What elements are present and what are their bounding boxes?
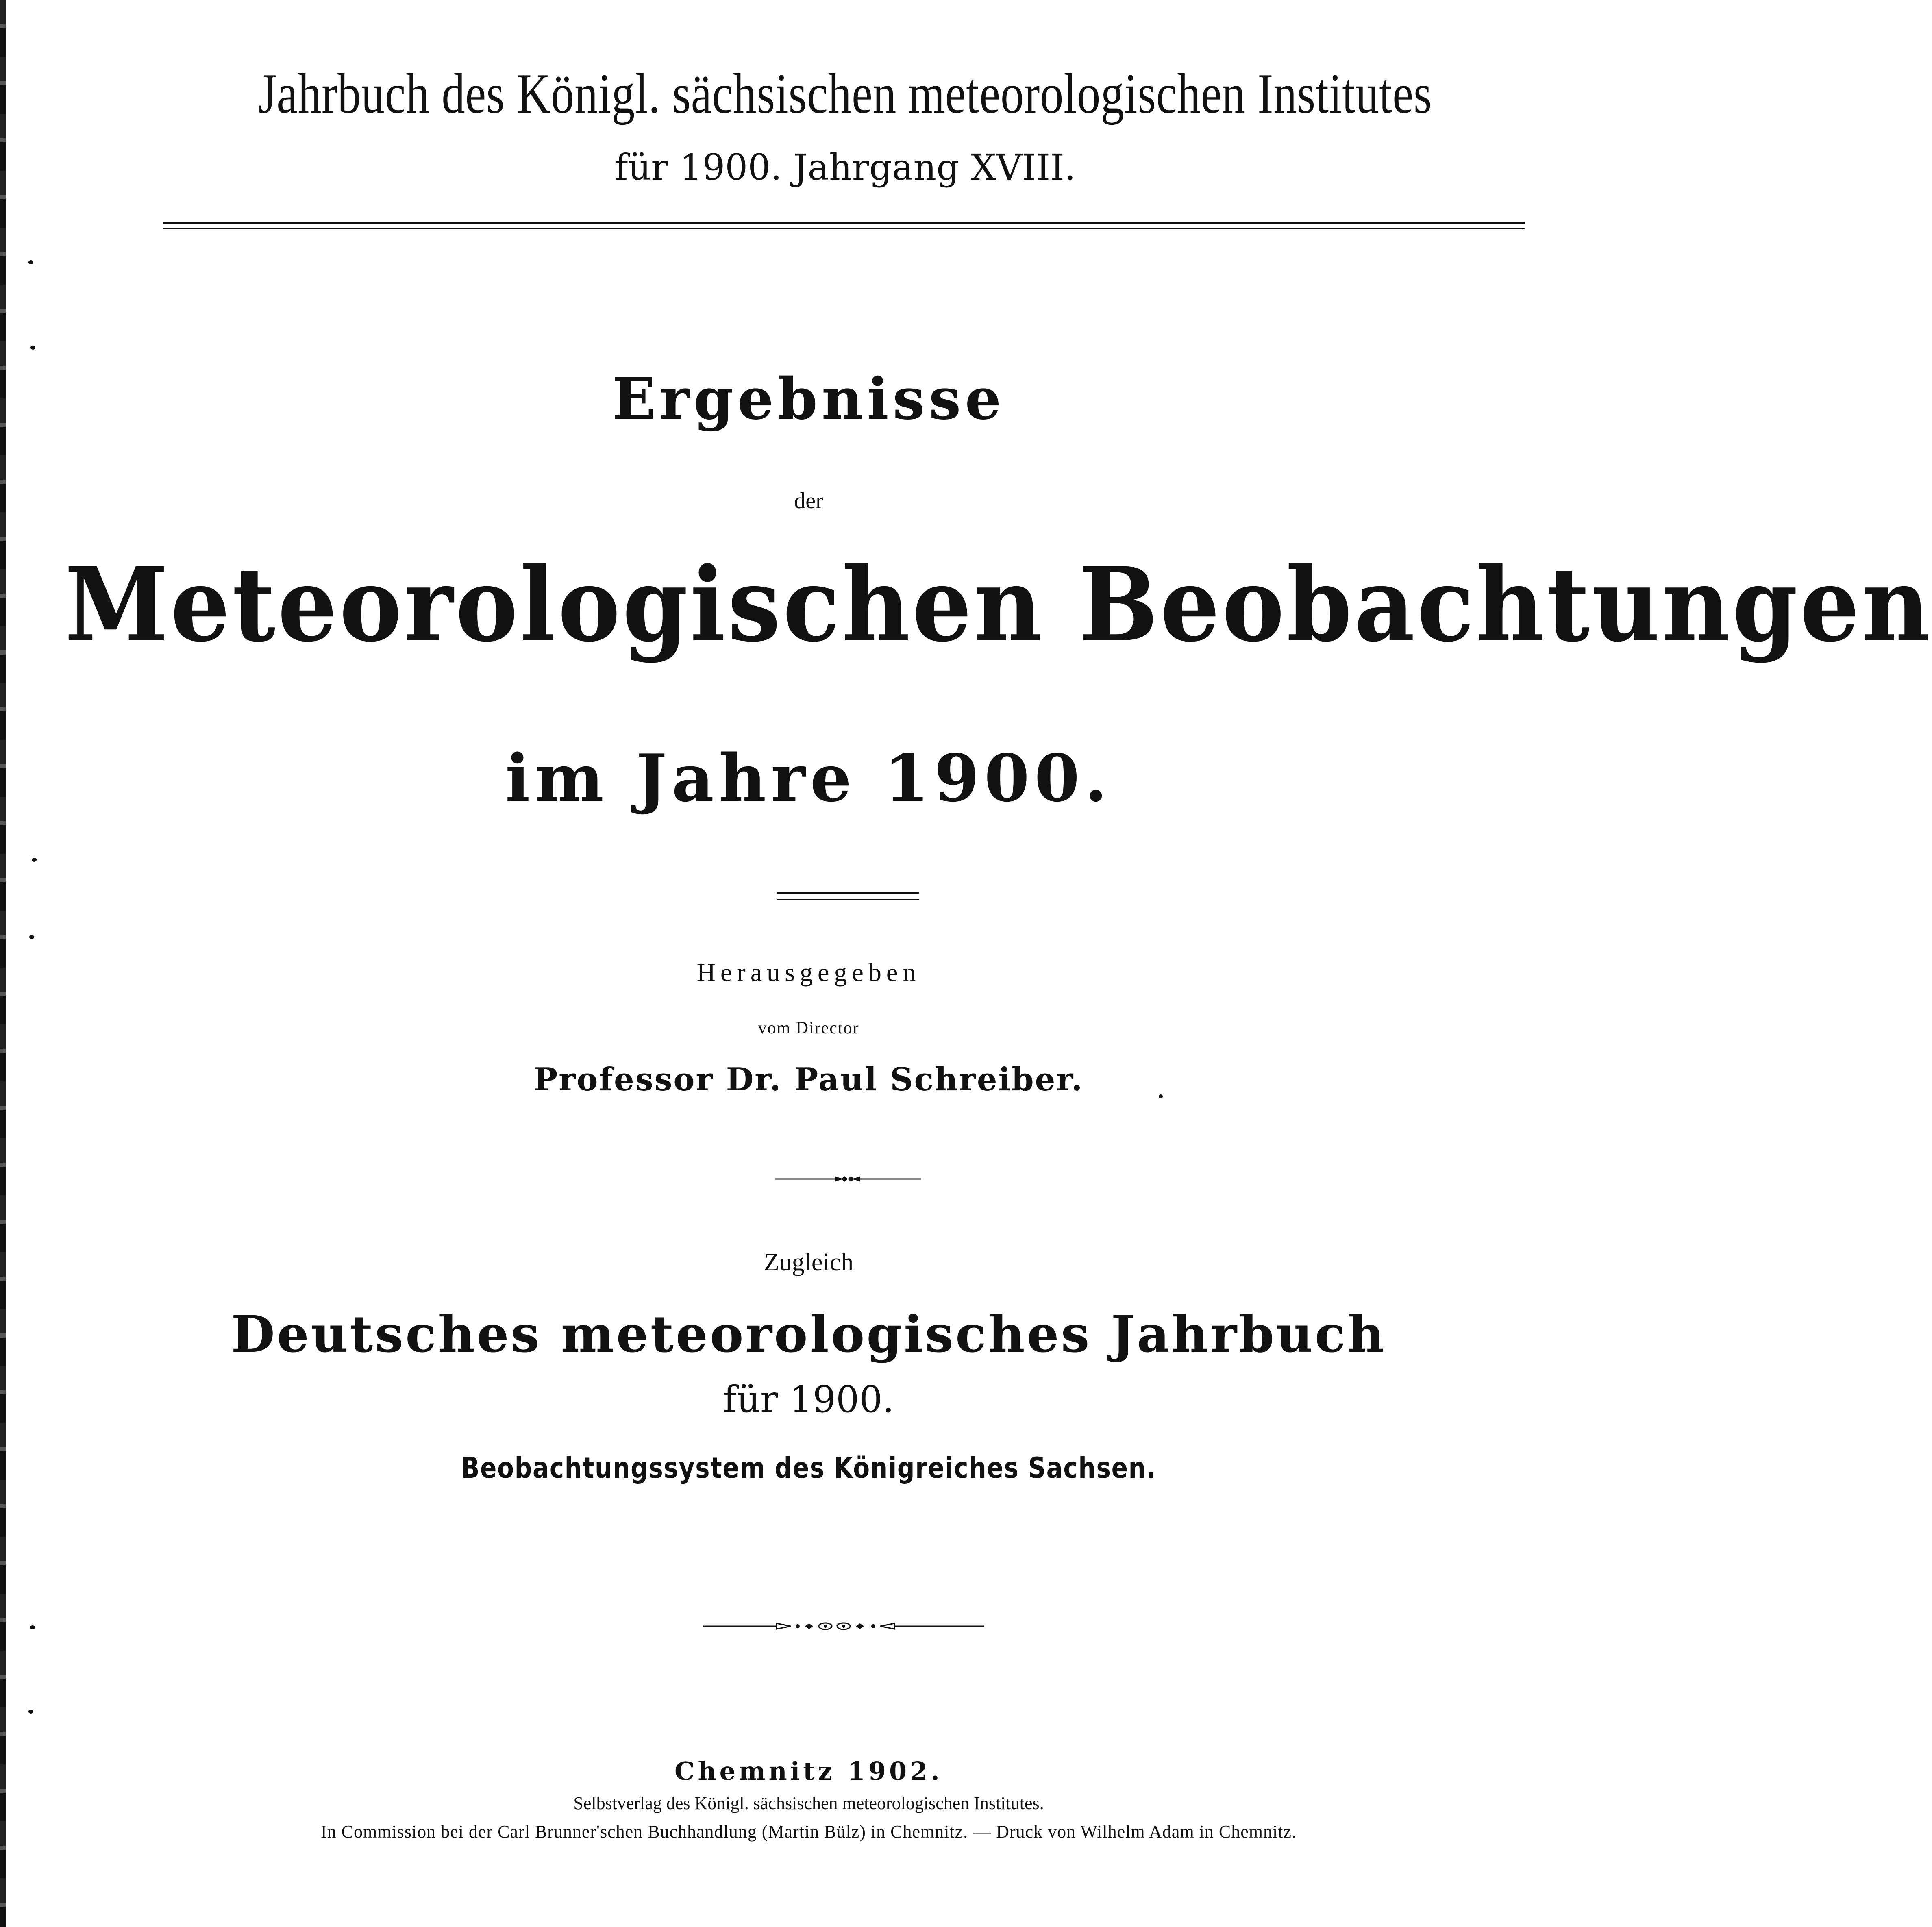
main-title: Meteorologischen Beobachtungen [65, 545, 1932, 664]
editor-label: Herausgegeben [696, 958, 921, 987]
editor-name: Professor Dr. Paul Schreiber. [533, 1061, 1084, 1098]
second-title-intro: Zugleich [764, 1248, 854, 1276]
ornament-divider-large [703, 1622, 984, 1630]
ink-speck [29, 935, 34, 939]
journal-volume: für 1900. Jahrgang XVIII. [615, 146, 1076, 188]
second-title: Deutsches meteorologisches Jahrbuch [231, 1305, 1386, 1364]
imprint-commission: In Commission bei der Carl Brunner'schen Buchhandlung (Martin Bülz) in Chemnitz. — Druck von Wilhelm Adam in Chemnitz. [321, 1822, 1297, 1842]
imprint-publisher: Selbstverlag des Königl. sächsischen meteorologischen Institutes. [573, 1793, 1044, 1813]
imprint-place-year: Chemnitz 1902. [674, 1756, 943, 1786]
ink-speck [32, 858, 37, 862]
ink-speck [30, 346, 35, 350]
title-ergebnisse: Ergebnisse [612, 366, 1005, 433]
ink-speck [28, 260, 33, 264]
ink-speck [30, 1625, 35, 1629]
editor-role: vom Director [758, 1019, 859, 1037]
second-title-year: für 1900. [723, 1378, 894, 1421]
header-rule-top [163, 222, 1525, 224]
header-rule-bottom [163, 228, 1525, 229]
divider-rule-bottom [777, 899, 919, 900]
divider-rule-top [777, 892, 919, 894]
journal-title: Jahrbuch des Königl. sächsischen meteorologischen Institutes [258, 62, 1432, 125]
title-der: der [794, 488, 823, 513]
ink-speck [28, 1710, 33, 1714]
ornament-divider-small [775, 1175, 921, 1183]
title-year: im Jahre 1900. [505, 740, 1112, 816]
observation-system: Beobachtungssystem des Königreiches Sachsen. [461, 1451, 1156, 1485]
